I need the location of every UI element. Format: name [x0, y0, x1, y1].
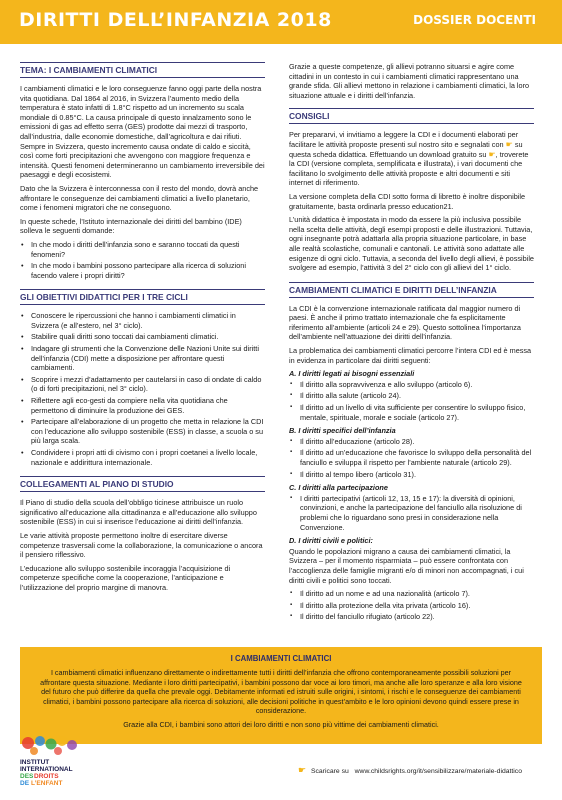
list-c	[289, 494, 534, 532]
list-d	[289, 589, 534, 622]
list-item: ▪ Il diritto del fanciullo rifugiato (articolo 22).	[298, 612, 534, 622]
list-item: ▪ I diritti partecipativi (articoli 12, 13, 15 e 17): la diversità di opinioni, convinzioni, e anche la partecipazione del fanciullo alla risoluzione di problemi che lo riguardano sono presi in considerazione nella Convenzione.	[298, 494, 534, 532]
tema-questions	[20, 240, 265, 280]
piano-paragraph-2: Le varie attività proposte permettono inoltre di esercitare diverse competenze trasversali come la collaborazione, la comunicazione o ancora il pensiero riflessivo.	[20, 530, 263, 560]
list-item: ▪ Il diritto all’educazione (articolo 28).	[298, 437, 534, 447]
list-a	[289, 380, 534, 422]
left-column	[20, 62, 265, 602]
subheading-d: D. I diritti civili e politici:	[289, 536, 373, 546]
intro-paragraph: Grazie a queste competenze, gli allievi potranno situarsi e agire come cittadini in un contesto in cui i cambiamenti climatici rappresentano una grande sfida. Gli allievi mettono in relazione i cambiamenti climatici, la loro situazione attuale e i diritti dell’infanzia.	[289, 62, 530, 100]
cambiamenti-paragraph-1: La CDI è la convenzione internazionale ratificata dal maggior numero di paesi. È anche il primo trattato internazionale che fa esplicitamente riferimento all’ambiente (articoli 24 e 29). Questo sottolinea l’importanza dell’ambiente nell’attuazione dei diritti dell’infanzia.	[289, 303, 521, 342]
consigli-paragraph-3: L’unità didattica è impostata in modo da essere la più inclusiva possibile nella scelta delle attività, degli esempi proposti e delle illustrazioni. Tuttavia, ogni insegnante potrà adattarla alla propria situazione particolare, in base alle realtà scolastiche, comunali e cantonali. Le attività sono adattate alle esigenze di ogni ciclo. Tuttavia, a seconda del livello degli allievi, è possibile svolgere ad esempio, l’attività 3 del 2° ciclo con gli allievi del 1° ciclo.	[289, 215, 534, 273]
logo-text-6: L’ENFANT	[31, 780, 63, 787]
list-item: ▪ Il diritto ad un’educazione che favorisce lo sviluppo della personalità del fanciullo e sviluppa il rispetto per l’ambiente naturale (articolo 29).	[298, 448, 534, 467]
logo-handprints	[22, 736, 77, 755]
pointing-hand-icon: ☛	[298, 765, 307, 775]
logo-text-2: INTERNATIONAL	[20, 766, 73, 773]
subheading-c: C. I diritti alla partecipazione	[289, 483, 388, 493]
page-title: DIRITTI DELL’INFANZIA 2018	[19, 9, 332, 31]
tema-paragraph-2: Dato che la Svizzera è interconnessa con il resto del mondo, dovrà anche affrontare le conseguenze dei cambiamenti climatici a livello planetario, come i fenomeni migratori che ne conseguono.	[20, 183, 259, 213]
cambiamenti-paragraph-2: La problematica dei cambiamenti climatici percorre l’intera CDI ed è messa in evidenza in particolare dai diritti seguenti:	[289, 346, 532, 365]
piano-paragraph-1: Il Piano di studio della scuola dell’obbligo ticinese attribuisce un ruolo significativo all’educazione alla cittadinanza e all’educazione allo sviluppo sostenibile (ESS) in cui si inserisce l’educazione ai diritti dell’infanzia.	[20, 498, 257, 527]
section-cambiamenti	[289, 282, 534, 622]
logo-text-1: INSTITUT	[20, 759, 50, 766]
page-header	[0, 0, 562, 44]
list-item: • Condividere i propri atti di civismo con i propri coetanei a livello locale, nazionale e addirittura internazionale.	[29, 448, 265, 467]
list-item: • In che modo i bambini possono partecipare alla ricerca di soluzioni facendo valere i propri diritti?	[29, 261, 265, 280]
right-column	[289, 62, 534, 631]
highlight-box-title: I CAMBIAMENTI CLIMATICI	[230, 654, 332, 663]
highlight-box	[20, 647, 542, 744]
section-tema	[20, 62, 265, 280]
highlight-box-paragraph-2: Grazie alla CDI, i bambini sono attori dei loro diritti e non sono più vittime dei cambiamenti climatici.	[123, 719, 439, 729]
obiettivi-list	[20, 311, 265, 467]
list-item: ▪ Il diritto al tempo libero (articolo 31).	[298, 470, 534, 480]
footer-link[interactable]: www.childsrights.org/it/sensibilizzare/materiale-didattico	[354, 768, 522, 775]
list-item: ▪ Il diritto alla sopravvivenza e allo sviluppo (articolo 6).	[298, 380, 534, 390]
list-item: • Stabilire quali diritti sono toccati dai cambiamenti climatici.	[29, 332, 265, 342]
list-item: ▪ Il diritto alla protezione della vita privata (articolo 16).	[298, 601, 534, 611]
list-item: • Partecipare all’elaborazione di un progetto che metta in relazione la CDI con l’educazione allo sviluppo sostenibile (ESS) in classe, a scuola o su più larga scala.	[29, 417, 265, 446]
logo-text-4: DROITS	[34, 773, 59, 780]
list-item: ▪ Il diritto ad un nome e ad una nazionalità (articolo 7).	[298, 589, 534, 599]
list-item: • Conoscere le ripercussioni che hanno i cambiamenti climatici in Svizzera (e all’estero, nel 3° ciclo).	[29, 311, 265, 330]
d-paragraph: Quando le popolazioni migrano a causa dei cambiamenti climatici, la Svizzera – per il momento risparmiata – può essere confrontata con l’accoglienza delle famiglie migranti e/o di minori non accompagnati, i cui diritti civili e politici sono toccati.	[289, 546, 524, 585]
tema-paragraph-3: In queste schede, l’Istituto internazionale dei diritti del bambino (IDE) solleva le seguenti domande:	[20, 216, 242, 236]
list-item: • Riflettere agli eco-gesti da compiere nella vita quotidiana che permettono di diminuire la produzione dei GES.	[29, 396, 265, 415]
pointing-hand-icon: ☛	[505, 139, 513, 149]
list-item: • Scoprire i mezzi d’adattamento per cautelarsi in caso di ondate di caldo (o di forti precipitazioni, nel 3° ciclo).	[29, 375, 265, 394]
logo-text-5: DE	[20, 780, 30, 787]
footer-download	[298, 765, 522, 776]
highlight-box-paragraph-1: I cambiamenti climatici influenzano direttamente o indirettamente tutti i diritti dell’infanzia che offrono contemporaneamente possibili soluzioni per affrontare questa situazione. Mediante i loro diritti partecipativi, i bambini possono dar voce ai loro timori, ma anche alle loro speranze e alla loro visione del futuro che può differire da quella che prevale oggi. Debitamente informati ed istruiti sulle origini, i sintomi, i rischi e le conseguenze dei cambiamenti climatici, i bambini possono partecipare alla ricerca di soluzioni, alle decisioni politiche in quest’ambito e le loro opinioni devono quindi essere prese in considerazione.	[40, 668, 522, 715]
section-title-cambiamenti: CAMBIAMENTI CLIMATICI E DIRITTI DELL’INFANZIA	[289, 282, 534, 298]
consigli-text-c: , troverete la CDI (versione completa, semplificata e illustrata), i vari documenti che facilitano lo svolgimento delle attività proposte e altri documenti e siti internet di riferimento.	[289, 149, 529, 188]
pointing-hand-icon: ☛	[488, 149, 496, 159]
section-obiettivi	[20, 289, 265, 467]
section-title-obiettivi: GLI OBIETTIVI DIDATTICI PER I TRE CICLI	[20, 289, 265, 305]
subheading-b: B. I diritti specifici dell’infanzia	[289, 426, 396, 436]
section-consigli	[289, 108, 534, 272]
subheading-a: A. I diritti legati ai bisogni essenziali	[289, 369, 415, 379]
list-item: ▪ Il diritto alla salute (articolo 24).	[298, 391, 534, 401]
piano-paragraph-3: L’educazione allo sviluppo sostenibile incoraggia l’acquisizione di competenze specifiche come la cooperazione, l’anticipazione e l’utilizzazione del proprio margine di manovra.	[20, 563, 231, 592]
section-title-tema: TEMA: I CAMBIAMENTI CLIMATICI	[20, 62, 265, 78]
list-item: • Indagare gli strumenti che la Convenzione delle Nazioni Unite sui diritti dell’infanzia (CDI) mette a disposizione per affrontare questi cambiamenti.	[29, 344, 265, 373]
consigli-text-a: Per prepararvi, vi invitiamo a leggere la CDI e i documenti elaborati per facilitare le attività proposte presenti sul nostro sito e segnalati con	[289, 130, 519, 149]
dossier-label: DOSSIER DOCENTI	[413, 13, 536, 27]
consigli-paragraph-2: La versione completa della CDI sotto forma di libretto è inoltre disponibile gratuitamente, basta ordinarla presso education21.	[289, 191, 526, 211]
ide-logo	[18, 735, 102, 793]
section-title-piano: COLLEGAMENTI AL PIANO DI STUDIO	[20, 476, 265, 492]
section-piano	[20, 476, 265, 592]
tema-paragraph-1: I cambiamenti climatici e le loro conseguenze fanno oggi parte della nostra vita quotidiana. Dal 1864 al 2016, in Svizzera l’aumento medio della temperatura è stato infatti di 1.8°C rispetto ad un incremento su scala mondiale di 0.85°C. La causa principale di questo innalzamento sono le emissioni di gas ad effetto serra (GES) prodotte dai mezzi di trasporto, dall’industria, dalle economie domestiche, dall’agricoltura e dai rifiuti. Sempre in Svizzera, questo incremento causa ondate di caldo e siccità, così come forti precipitazioni che avvengono con maggiore frequenza e intensità. Questi fenomeni determineranno un cambiamento irreversibile dei paesaggi e degli ecosistemi.	[20, 84, 265, 180]
consigli-text-b: su questa scheda didattica. Effettuando un download gratuito su	[289, 139, 523, 159]
list-b	[289, 437, 534, 479]
section-title-consigli: CONSIGLI	[289, 108, 534, 124]
footer-prefix: Scaricare su	[310, 768, 349, 775]
list-item: ▪ Il diritto ad un livello di vita sufficiente per consentire lo sviluppo fisico, mentale, spirituale, morale e sociale (articolo 27).	[298, 403, 534, 422]
consigli-paragraph-1	[289, 130, 534, 188]
list-item: • In che modo i diritti dell’infanzia sono e saranno toccati da questi fenomeni?	[29, 240, 265, 259]
logo-text-3: DES	[20, 773, 34, 780]
